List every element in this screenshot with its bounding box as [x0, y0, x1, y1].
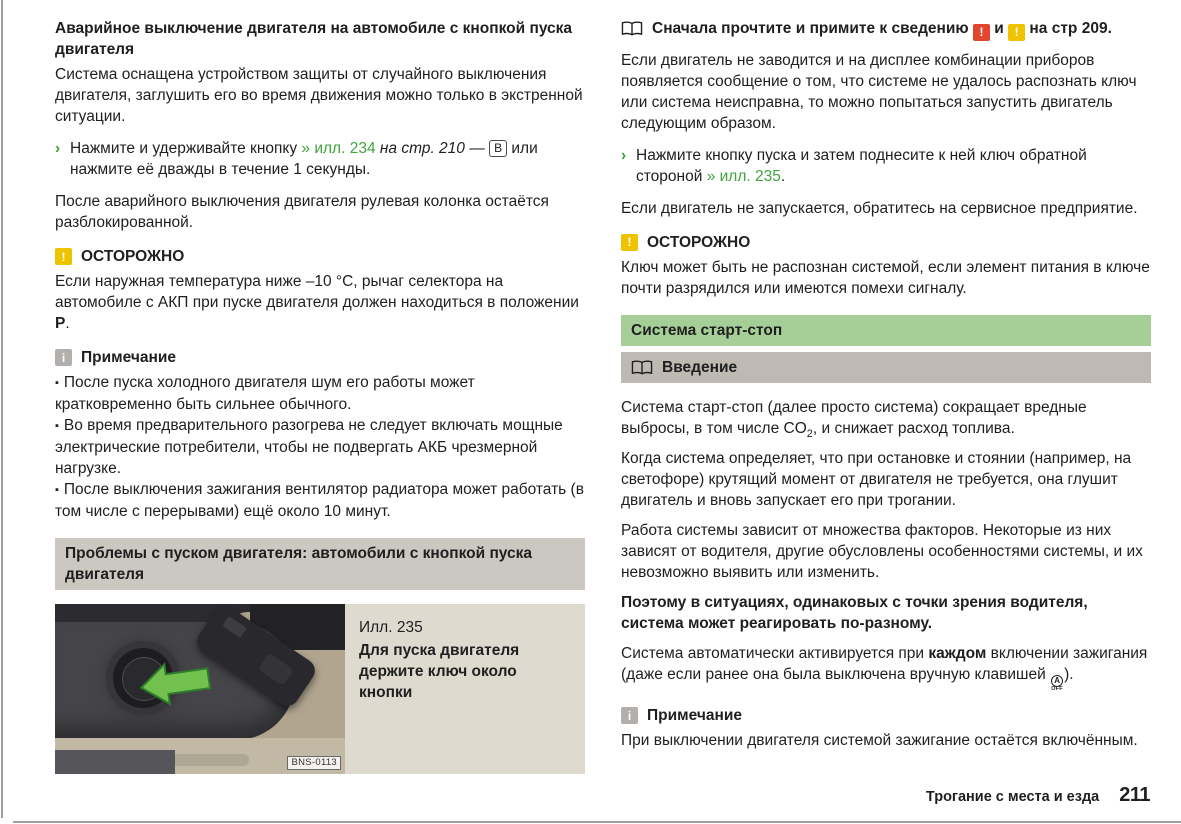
open-book-icon — [631, 360, 653, 375]
heading-emergency-shutoff: Аварийное выключение двигателя на автомобиле с кнопкой пуска двигателя — [55, 20, 573, 58]
caution-header — [621, 232, 1151, 253]
photo-code-label: BNS-0113 — [287, 756, 341, 770]
open-book-icon — [621, 21, 643, 36]
figure-235 — [55, 604, 585, 774]
paragraph: Работа системы зависит от множества факторов. Некоторые из них зависят от водителя, другие обусловлены особенностями системы, и их невозможно выявить или изменить. — [621, 521, 1143, 581]
figure-number: Илл. 235 — [359, 619, 423, 636]
section-bar-introduction — [621, 352, 1151, 383]
figure-ref-link[interactable]: » илл. 234 — [301, 140, 376, 157]
square-bullet-icon: ▪ — [55, 484, 59, 496]
co2-subscript: 2 — [806, 427, 813, 440]
left-column — [55, 18, 585, 774]
read-first-text: Сначала прочтите и примите к сведению ! и ! на стр 209. — [652, 20, 1112, 39]
read-first-header — [621, 18, 1151, 41]
note-header — [55, 347, 585, 368]
note-text: При выключении двигателя системой зажигание остаётся включённым. — [621, 732, 1138, 749]
right-column — [621, 18, 1151, 774]
paragraph-bold: Поэтому в ситуациях, одинаковых с точки зрения водителя, система может реагировать по-разному. — [621, 593, 1088, 632]
page-footer — [926, 785, 1150, 808]
instruction-step — [621, 145, 1151, 187]
caution-text: Ключ может быть не распознан системой, если элемент питания в ключе почти разрядился или имеются помехи сигналу. — [621, 258, 1150, 297]
section-bar-start-problems: Проблемы с пуском двигателя: автомобили с кнопкой пуска двигателя — [55, 538, 585, 590]
caution-title: ОСТОРОЖНО — [81, 248, 185, 265]
step-chevron-icon: › — [621, 146, 627, 164]
step-text: Нажмите кнопку пуска и затем поднесите к ней ключ обратной стороной » илл. 235. — [636, 146, 1087, 185]
section-bar-start-stop-system: Система старт-стоп — [621, 315, 1151, 346]
page-edge-bottom — [13, 821, 1181, 823]
caution-block — [621, 232, 1151, 299]
note-list-item: ▪ После пуска холодного двигателя шум его работы может кратковременно быть сильнее обычного. — [55, 374, 475, 413]
note-list-item: ▪ Во время предварительного разогрева не следует включать мощные электрические потребители, чтобы не подвергать АКБ чрезмерной нагрузке. — [55, 417, 563, 477]
note-title: Примечание — [81, 349, 176, 366]
caution-title: ОСТОРОЖНО — [647, 233, 751, 251]
caution-text: Если наружная температура ниже –10 °C, рычаг селектора на автомобиле с АКП при пуске двигателя должен находиться в положении P. — [55, 273, 579, 332]
introduction-title: Введение — [662, 358, 738, 376]
paragraph: После аварийного выключения двигателя рулевая колонка остаётся разблокированной. — [55, 193, 549, 231]
square-bullet-icon: ▪ — [55, 420, 59, 432]
instruction-step — [55, 138, 585, 180]
note-list — [55, 372, 585, 522]
figure-caption — [345, 604, 585, 774]
note-info-icon: i — [55, 349, 72, 366]
note-block — [55, 347, 585, 522]
note-title: Примечание — [647, 707, 742, 724]
paragraph: Система старт-стоп (далее просто система) сокращает вредные выбросы, в том числе $CO_2$, и снижает расход топлива. — [621, 398, 1087, 440]
figure-ref-link[interactable]: » илл. 235 — [706, 167, 781, 185]
step-text: Нажмите и удерживайте кнопку » илл. 234 на стр. 210 — B или нажмите её дважды в течение 1 секунды. — [70, 140, 538, 178]
caution-block — [55, 246, 585, 334]
square-bullet-icon: ▪ — [55, 377, 59, 389]
warning-red-icon: ! — [973, 24, 990, 41]
callout-key-b: B — [489, 140, 507, 157]
note-info-icon: i — [621, 707, 638, 724]
page-content — [55, 18, 1151, 774]
paragraph: Система оснащена устройством защиты от случайного выключения двигателя, заглушить его во время движения можно только в экстренной ситуации. — [55, 66, 583, 125]
page-number: 211 — [1119, 784, 1150, 806]
start-stop-off-icon: A OFF — [1051, 675, 1063, 692]
caution-yellow-icon: ! — [621, 234, 638, 251]
paragraph: Когда система определяет, что при остановке и стоянии (например, на светофоре) крутящий момент от двигателя не требуется, она глушит двигатель и вновь запускает его при трогании. — [621, 449, 1132, 509]
paragraph: Если двигатель не заводится и на дисплее комбинации приборов появляется сообщение о том, что системе не удалось распознать ключ или система неисправна, то можно попытаться запустить двигатель следующим образом. — [621, 51, 1137, 132]
figure-caption-text: Для пуска двигателя держите ключ около кнопки — [359, 642, 520, 701]
page-edge-left — [1, 0, 3, 818]
note-list-item: ▪ После выключения зажигания вентилятор радиатора может работать (в том числе с перерывами) ещё около 10 минут. — [55, 481, 584, 520]
caution-header — [55, 246, 585, 267]
caution-yellow-icon: ! — [55, 248, 72, 265]
paragraph: Если двигатель не запускается, обратитесь на сервисное предприятие. — [621, 199, 1138, 217]
note-block — [621, 705, 1151, 751]
figure-photo-key-near-button — [55, 604, 345, 774]
note-header — [621, 705, 1151, 726]
footer-section-title: Трогание с места и езда — [925, 789, 1100, 805]
caution-yellow-icon: ! — [1008, 24, 1025, 41]
paragraph: Система автоматически активируется при каждом включении зажигания (даже если ранее она была выключена вручную клавишей A OFF ). — [621, 644, 1148, 692]
step-chevron-icon: › — [55, 140, 61, 157]
